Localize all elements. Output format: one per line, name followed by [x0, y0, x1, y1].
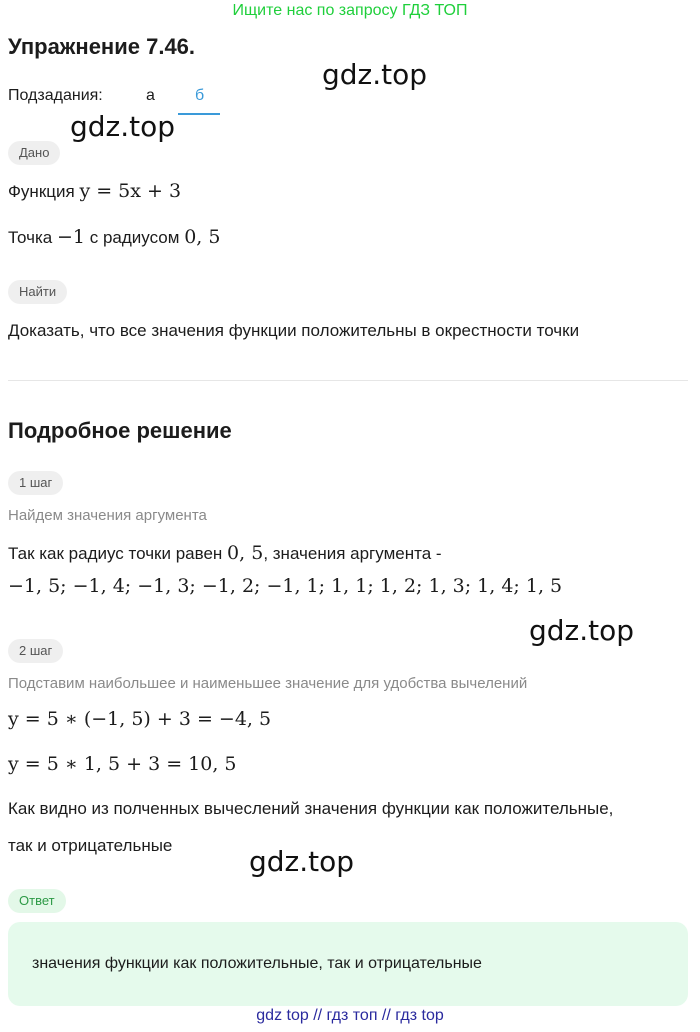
page-title: Упражнение 7.46.: [8, 34, 196, 59]
find-chip: Найти: [8, 280, 67, 304]
watermark: gdz.top: [529, 614, 635, 647]
radius-label: с радиусом: [89, 228, 180, 247]
step1-chip: 1 шаг: [8, 471, 63, 495]
answer-text: значения функции как положительные, так и отрицательные: [32, 955, 482, 972]
argument-values: −1, 5; −1, 4; −1, 3; −1, 2; −1, 1; 1, 1; 1, 2; 1, 3; 1, 4; 1, 5: [8, 575, 563, 597]
conclusion-line-2: так и отрицательные: [8, 836, 173, 855]
find-text: Доказать, что все значения функции положительны в окрестности точки: [8, 321, 580, 340]
footer-links: gdz top // гдз топ // гдз top: [256, 1007, 444, 1024]
point-label: Точка: [8, 228, 53, 247]
subtask-tab-a[interactable]: а: [146, 87, 155, 104]
given-chip: Дано: [8, 141, 60, 165]
solution-heading: Подробное решение: [8, 418, 232, 443]
watermark: gdz.top: [322, 58, 428, 91]
watermark: gdz.top: [249, 845, 355, 878]
step2-hint: Подставим наибольшее и наименьшее значение для удобства вычелений: [8, 675, 528, 692]
find-chip-wrap: [8, 280, 67, 304]
step1-text-prefix: Так как радиус точки равен: [8, 544, 223, 563]
step1-chip-wrap: [8, 471, 63, 495]
step1-text-suffix: , значения аргумента -: [263, 544, 442, 563]
equation-max: y = 5 ∗ 1, 5 + 3 = 10, 5: [8, 753, 237, 775]
answer-chip: Ответ: [8, 889, 66, 913]
step1-text: [8, 542, 442, 564]
step2-chip-wrap: [8, 639, 63, 663]
step1-hint: Найдем значения аргумента: [8, 507, 207, 524]
point-value: −1: [57, 226, 86, 248]
given-point: [8, 226, 220, 248]
subtask-tab-b[interactable]: б: [195, 87, 205, 104]
section-divider: [8, 380, 688, 381]
given-function: [8, 180, 181, 202]
active-tab-underline: [178, 113, 220, 115]
conclusion-line-1: Как видно из полченных вычеслений значения функции как положительные,: [8, 799, 614, 818]
equation-min: y = 5 ∗ (−1, 5) + 3 = −4, 5: [8, 708, 272, 730]
function-label: Функция: [8, 182, 75, 201]
answer-chip-wrap: [8, 889, 66, 913]
radius-value: 0, 5: [184, 226, 221, 248]
subtasks-label: Подзадания:: [8, 87, 103, 104]
top-banner: Ищите нас по запросу ГДЗ ТОП: [232, 2, 468, 19]
given-chip-wrap: [8, 141, 60, 165]
step1-radius: 0, 5: [227, 542, 264, 564]
function-expression: y = 5x + 3: [79, 180, 182, 202]
watermark: gdz.top: [70, 110, 176, 143]
step2-chip: 2 шаг: [8, 639, 63, 663]
